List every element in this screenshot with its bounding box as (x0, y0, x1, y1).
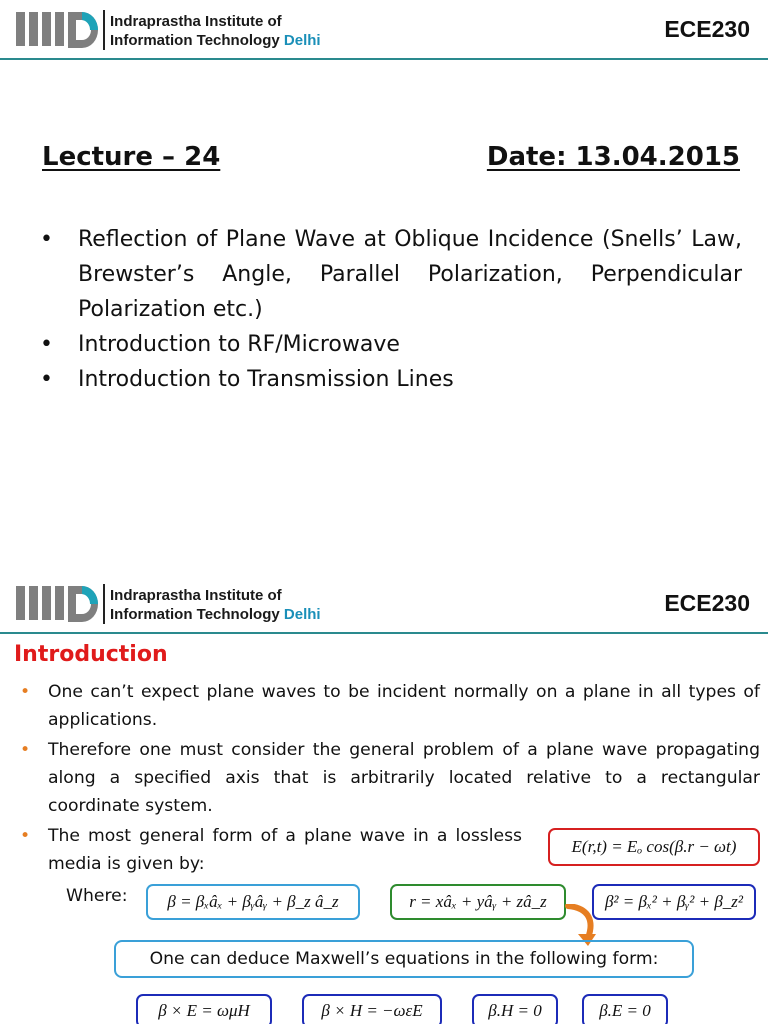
slide-header (0, 574, 768, 634)
lecture-title: Lecture – 24 (42, 142, 221, 172)
institute-city: Delhi (283, 606, 321, 623)
iiitd-logo-icon (16, 584, 100, 624)
curl-h-equation: β × H = −ωεE (302, 994, 442, 1024)
institute-line-2: Information Technology (110, 606, 280, 623)
institute-name (110, 12, 321, 50)
list-item: • The most general form of a plane wave in a lossless media is given by: (20, 822, 522, 878)
curl-e-equation: β × E = ωμH (136, 994, 272, 1024)
course-code: ECE230 (664, 16, 750, 42)
institute-city: Delhi (283, 32, 321, 49)
position-vector-equation: r = xâₓ + yâᵧ + zâ_z (390, 884, 566, 920)
beta-magnitude-equation: β² = βₓ² + βᵧ² + β_z² (592, 884, 756, 920)
list-item: • Reflection of Plane Wave at Oblique Incidence (Snells’ Law, Brewster’s Angle, Parallel Polarization, Perpendicular Polarization etc.) (40, 222, 742, 327)
lecture-date: Date: 13.04.2015 (486, 142, 740, 172)
header-rule (0, 632, 768, 634)
list-item: • Introduction to RF/Microwave (40, 327, 742, 362)
lecture-topics (40, 222, 742, 397)
slide-header (0, 0, 768, 60)
plane-wave-equation: E(r,t) = Eₒ cos(β.r − ωt) (548, 828, 760, 866)
header-divider (103, 584, 105, 624)
deduce-statement: One can deduce Maxwell’s equations in the following form: (114, 940, 694, 978)
header-divider (103, 10, 105, 50)
institute-line-1: Indraprastha Institute of (110, 587, 282, 604)
course-code: ECE230 (664, 590, 750, 616)
div-h-equation: β.H = 0 (472, 994, 558, 1024)
list-item: • Therefore one must consider the general problem of a plane wave propagating along a specified axis that is arbitrarily located relative to a rectangular coordinate system. (20, 736, 760, 820)
slide-2 (0, 574, 768, 1024)
div-e-equation: β.E = 0 (582, 994, 668, 1024)
list-item: • One can’t expect plane waves to be incident normally on a plane in all types of applications. (20, 678, 760, 734)
list-item: • Introduction to Transmission Lines (40, 362, 742, 397)
beta-vector-equation: β = βₓâₓ + βᵧâᵧ + β_z â_z (146, 884, 360, 920)
institute-line-1: Indraprastha Institute of (110, 13, 282, 30)
iiitd-logo-icon (16, 10, 100, 50)
institute-line-2: Information Technology (110, 32, 280, 49)
institute-name (110, 586, 321, 624)
section-title: Introduction (14, 642, 168, 667)
header-rule (0, 58, 768, 60)
where-label: Where: (66, 886, 128, 906)
